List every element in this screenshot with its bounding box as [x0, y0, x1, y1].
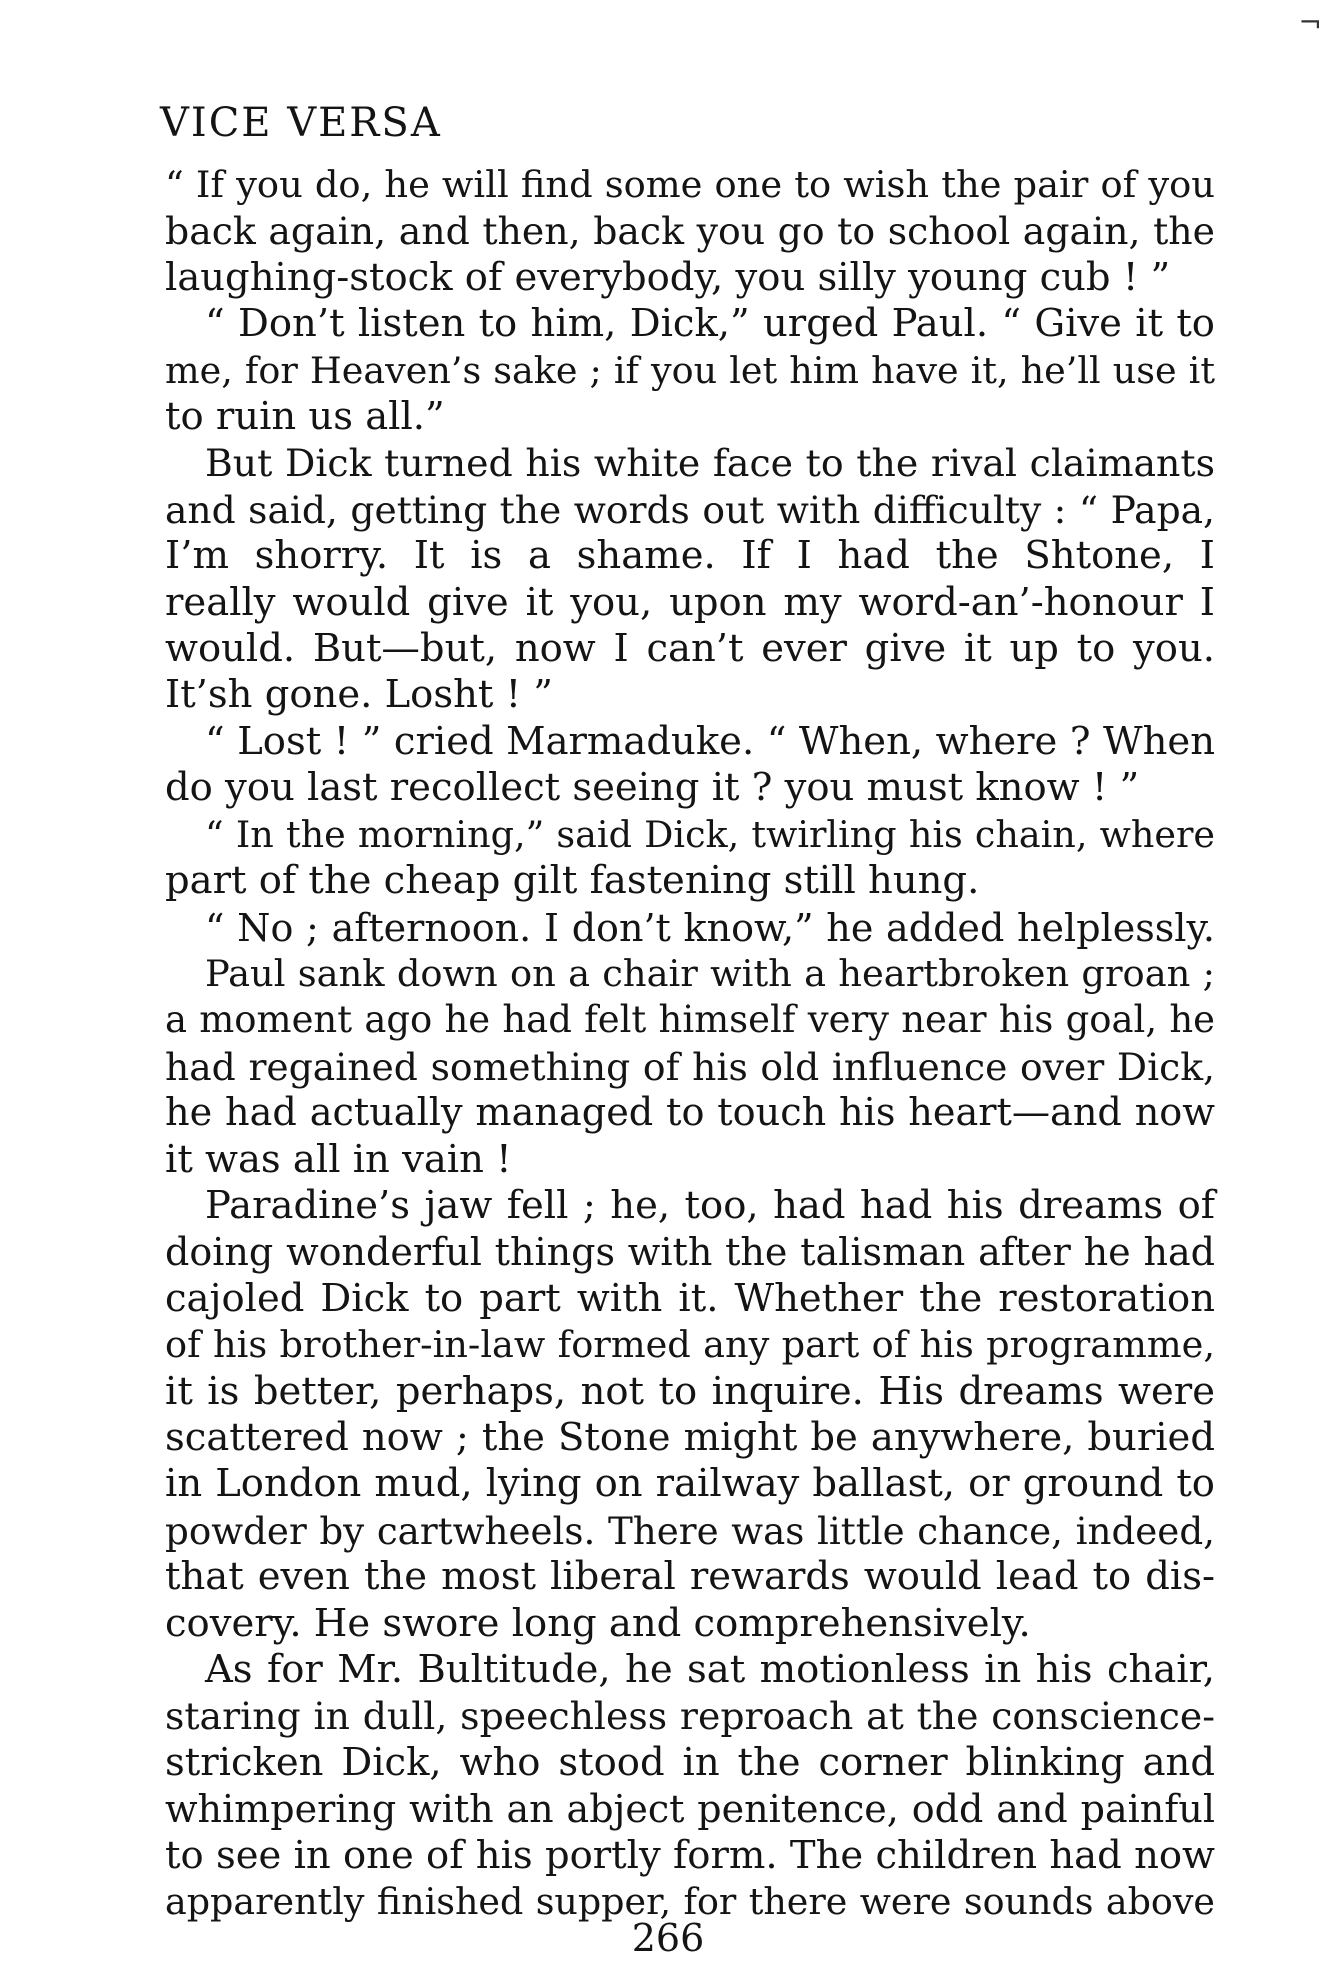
- text-line: in London mud, lying on railway ballast, or ground to: [165, 1461, 1215, 1507]
- text-line: scattered now ; the Stone might be anywhere, buried: [165, 1414, 1215, 1460]
- text-line: doing wonderful things with the talisman after he had: [165, 1230, 1215, 1275]
- paragraph: [165, 719, 1215, 812]
- text-line: he had actually managed to touch his heart—and now: [165, 1091, 1215, 1136]
- running-head: VICE VERSA: [160, 100, 442, 146]
- body-text: [165, 162, 1215, 1925]
- text-line: “ Don’t listen to him, Dick,” urged Paul. “ Give it to: [205, 301, 1215, 347]
- text-line: “ In the morning,” said Dick, twirling his chain, where: [205, 812, 1215, 856]
- text-line: me, for Heaven’s sake ; if you let him have it, he’ll use it: [165, 348, 1215, 392]
- text-line: “ If you do, he will find some one to wish the pair of you: [165, 163, 1215, 206]
- text-line: staring in dull, speechless reproach at the conscience-: [165, 1694, 1215, 1739]
- paragraph: [165, 440, 1215, 718]
- text-line: apparently finished supper, for there were sounds above: [165, 1880, 1215, 1924]
- text-line: to see in one of his portly form. The children had now: [165, 1832, 1215, 1878]
- text-line: cajoled Dick to part with it. Whether the restoration: [165, 1275, 1215, 1321]
- paragraph: [165, 905, 1215, 951]
- text-line: a moment ago he had felt himself very near his goal, he: [165, 998, 1215, 1042]
- scan-corner-mark: ¬: [1298, 6, 1322, 39]
- text-line: part of the cheap gilt fastening still hung.: [165, 858, 980, 904]
- text-line: stricken Dick, who stood in the corner blinking and: [165, 1739, 1215, 1785]
- text-line: It’sh gone. Losht ! ”: [165, 672, 553, 718]
- text-line: I’m shorry. It is a shame. If I had the Shtone, I: [165, 533, 1215, 579]
- text-line: “ Lost ! ” cried Marmaduke. “ When, where ? When: [205, 718, 1215, 764]
- paragraph: [165, 812, 1215, 905]
- text-line: Paradine’s jaw fell ; he, too, had had his dreams of: [205, 1182, 1215, 1228]
- text-line: But Dick turned his white face to the rival claimants: [205, 441, 1215, 486]
- page-number: 266: [631, 1916, 705, 1960]
- text-line: of his brother-in-law formed any part of his programme,: [165, 1323, 1215, 1367]
- text-line: it is better, perhaps, not to inquire. His dreams were: [165, 1368, 1215, 1414]
- text-line: really would give it you, upon my word-an’-honour I: [165, 579, 1215, 625]
- text-line: that even the most liberal rewards would lead to dis-: [165, 1554, 1215, 1600]
- text-line: and said, getting the words out with difficulty : “ Papa,: [165, 487, 1215, 532]
- paragraph: [165, 162, 1215, 301]
- text-line: do you last recollect seeing it ? you must know ! ”: [165, 765, 1140, 811]
- paragraph: [165, 1647, 1215, 1925]
- text-line: whimpering with an abject penitence, odd and painful: [165, 1787, 1215, 1832]
- text-line: “ No ; afternoon. I don’t know,” he added helplessly.: [205, 905, 1215, 950]
- text-line: Paul sank down on a chair with a heartbroken groan ;: [205, 951, 1215, 995]
- text-line: powder by cartwheels. There was little chance, indeed,: [165, 1508, 1215, 1553]
- text-line: back again, and then, back you go to school again, the: [165, 209, 1215, 254]
- text-line: would. But—but, now I can’t ever give it up to you.: [165, 626, 1215, 672]
- text-line: laughing-stock of everybody, you silly young cub ! ”: [165, 254, 1171, 300]
- text-line: covery. He swore long and comprehensively.: [165, 1600, 1031, 1646]
- text-line: As for Mr. Bultitude, he sat motionless in his chair,: [205, 1647, 1215, 1692]
- text-line: to ruin us all.”: [165, 394, 445, 440]
- text-line: it was all in vain !: [165, 1136, 512, 1182]
- text-line: had regained something of his old influence over Dick,: [165, 1044, 1215, 1089]
- paragraph: [165, 1183, 1215, 1647]
- paragraph: [165, 951, 1215, 1183]
- paragraph: [165, 301, 1215, 440]
